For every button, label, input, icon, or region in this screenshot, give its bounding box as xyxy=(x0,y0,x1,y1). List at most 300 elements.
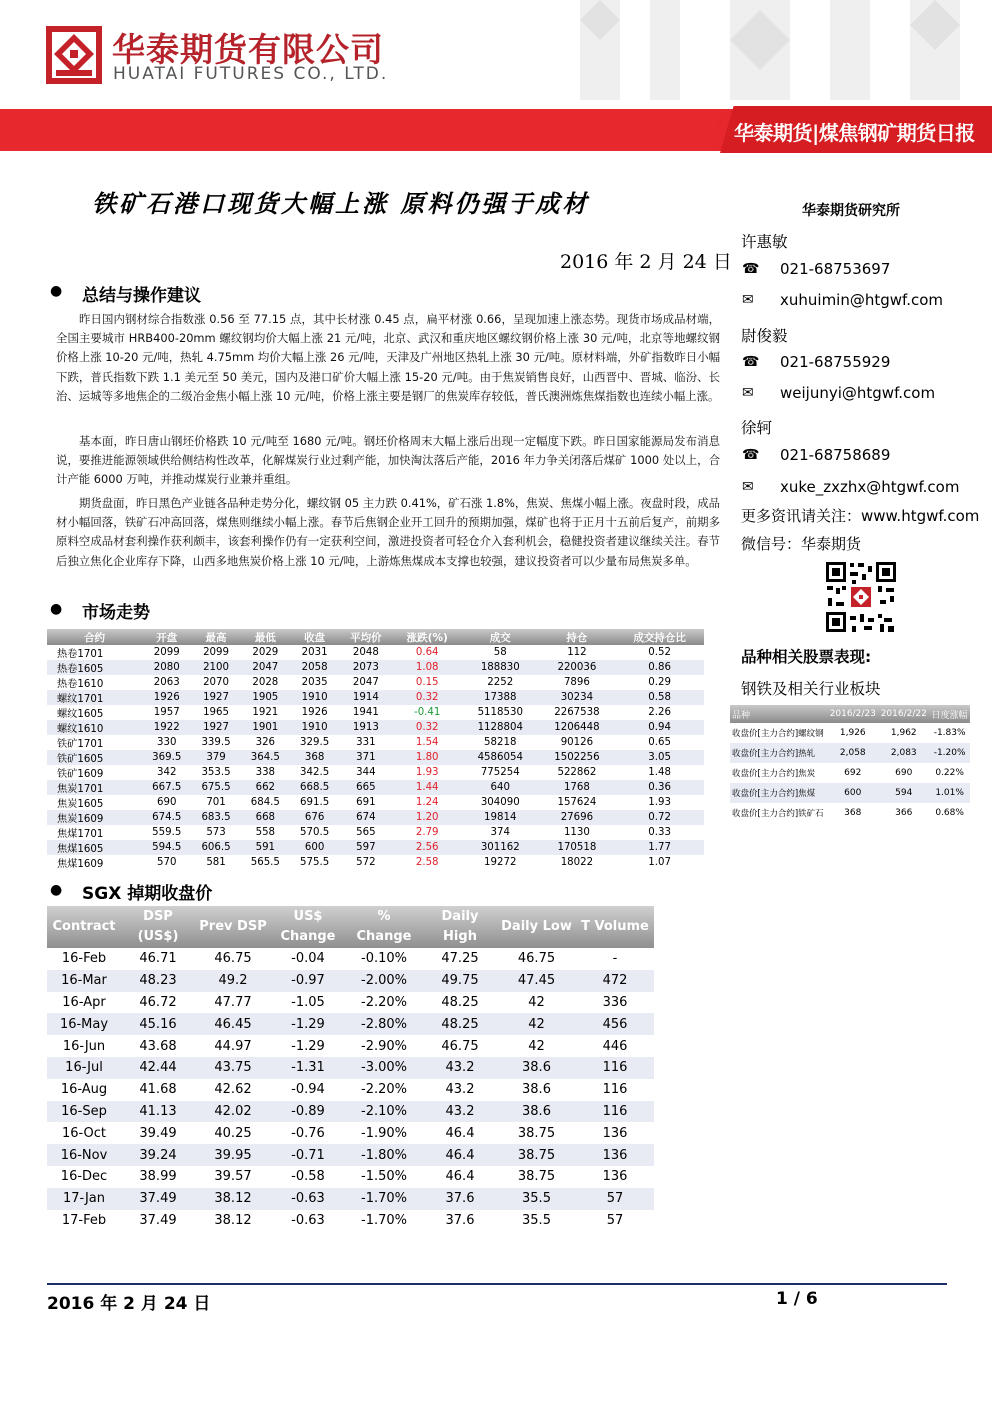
table-cell: 16-Dec xyxy=(60,1169,108,1185)
table-cell: 3.05 xyxy=(615,750,704,765)
table-cell: 366 xyxy=(895,808,913,818)
table-cell: 1.77 xyxy=(615,840,704,855)
table-cell: 35.5 xyxy=(522,1212,551,1228)
column-header: 开盘 xyxy=(142,629,191,645)
table-row xyxy=(730,723,970,743)
table-cell: 1,962 xyxy=(890,728,917,738)
table-cell: 42 xyxy=(528,994,545,1010)
email-icon: ✉ xyxy=(742,385,754,401)
table-cell: 16-Jun xyxy=(62,1038,106,1054)
more-info-link[interactable]: 更多资讯请关注：www.htgwf.com xyxy=(741,507,980,525)
table-cell: 收盘价[主力合约]热轧 xyxy=(730,743,827,763)
column-header: 平均价 xyxy=(339,629,392,645)
table-cell: 37.6 xyxy=(423,1188,497,1210)
table-cell: 41.13 xyxy=(121,1101,195,1123)
table-cell: 37.6 xyxy=(445,1212,475,1228)
section-heading-summary: 总结与操作建议 xyxy=(82,286,201,306)
market-table xyxy=(47,629,704,870)
table-cell: 667.5 xyxy=(142,780,191,795)
table-cell: -0.04 xyxy=(291,951,325,967)
table-cell: 2,058 xyxy=(827,743,878,763)
table-cell: 1927 xyxy=(191,690,240,705)
table-cell: 17-Jan xyxy=(47,1188,121,1210)
table-row xyxy=(47,840,704,855)
table-cell: 57 xyxy=(576,1188,654,1210)
page-number: 1 / 6 xyxy=(776,1289,818,1309)
table-cell: 0.29 xyxy=(648,677,671,688)
table-cell: 0.32 xyxy=(392,690,461,705)
table-cell: -2.20% xyxy=(361,1082,407,1098)
email-icon: ✉ xyxy=(742,479,754,495)
table-cell: 铁矿1701 xyxy=(57,739,104,750)
table-row xyxy=(47,690,704,705)
table-cell: 17-Feb xyxy=(61,1212,107,1228)
analyst-name: 许惠敏 xyxy=(741,233,788,251)
table-cell: 597 xyxy=(339,840,392,855)
table-cell: 焦炭1701 xyxy=(47,780,142,795)
table-cell: 43.2 xyxy=(423,1057,497,1079)
table-cell: 37.49 xyxy=(121,1188,195,1210)
column-header: 持仓 xyxy=(539,629,616,645)
table-cell: 46.75 xyxy=(214,951,252,967)
summary-paragraph: 基本面，昨日唐山钢坯价格跌 10 元/吨至 1680 元/吨。钢坯价格周末大幅上涨后出现一定幅度下跌。昨日国家能源局发布消息说，要推进能源领域供给侧结构性改革，化解煤炭行业过剩产能，加快淘汰落后产能，2016 年力争关闭落后煤矿 1000 处以上，合计产能 6000 万吨，并推动煤炭行业兼并重组。 xyxy=(56,434,720,487)
table-cell: 116 xyxy=(576,1101,654,1123)
table-cell: 46.45 xyxy=(195,1013,271,1035)
table-cell: 16-Aug xyxy=(60,1082,108,1098)
table-cell: -1.70% xyxy=(361,1212,407,1228)
table-row xyxy=(47,1035,654,1057)
table-cell: 螺纹1610 xyxy=(47,720,142,735)
table-cell: -1.29 xyxy=(271,1013,345,1035)
column-header: Prev DSP xyxy=(195,906,271,948)
table-cell: -2.10% xyxy=(345,1101,423,1123)
table-cell: 344 xyxy=(356,767,376,778)
table-cell: 330 xyxy=(157,737,177,748)
table-cell: 1926 xyxy=(301,707,328,718)
bullet-icon: ● xyxy=(50,882,63,898)
table-row xyxy=(730,763,970,783)
table-cell: 收盘价[主力合约]螺纹钢 xyxy=(732,729,824,739)
table-cell: 1.20 xyxy=(392,810,461,825)
table-cell: 58 xyxy=(493,647,507,658)
table-cell: 2028 xyxy=(252,677,279,688)
table-row xyxy=(47,855,704,870)
table-cell: -0.71 xyxy=(271,1144,345,1166)
table-cell: 17388 xyxy=(462,690,539,705)
table-cell: 1901 xyxy=(241,720,290,735)
table-cell: 46.71 xyxy=(139,951,177,967)
table-cell: 116 xyxy=(576,1057,654,1079)
table-row xyxy=(47,675,704,690)
table-cell: 46.72 xyxy=(139,994,177,1010)
table-row xyxy=(47,948,654,970)
table-cell: 575.5 xyxy=(300,857,330,868)
table-cell: 42 xyxy=(497,1013,576,1035)
table-row xyxy=(47,1079,654,1101)
table-cell: 1206448 xyxy=(539,720,616,735)
table-cell: 674.5 xyxy=(142,810,191,825)
table-cell: 0.86 xyxy=(615,660,704,675)
table-cell: 691.5 xyxy=(300,797,330,808)
table-cell: 1.93 xyxy=(415,767,439,778)
table-cell: 157624 xyxy=(557,797,597,808)
table-cell: 58218 xyxy=(484,737,517,748)
table-header-row xyxy=(47,906,654,948)
table-cell: 4586054 xyxy=(462,750,539,765)
table-cell: 640 xyxy=(462,780,539,795)
table-cell: 0.52 xyxy=(648,647,671,658)
table-row xyxy=(47,660,704,675)
table-cell: 331 xyxy=(356,737,376,748)
table-row xyxy=(730,803,970,823)
table-cell: 42.44 xyxy=(121,1057,195,1079)
table-cell: 338 xyxy=(255,767,276,778)
sgx-table xyxy=(47,906,654,1231)
phone-icon: ☎ xyxy=(742,447,760,463)
table-cell: 1.93 xyxy=(648,797,671,808)
table-cell: 2047 xyxy=(352,677,379,688)
table-cell: 301162 xyxy=(462,840,539,855)
table-cell: 19814 xyxy=(462,810,539,825)
table-cell: -0.76 xyxy=(291,1125,325,1141)
table-cell: 594.5 xyxy=(142,840,191,855)
table-cell: 374 xyxy=(490,827,510,838)
table-cell: 收盘价[主力合约]焦煤 xyxy=(730,783,827,803)
table-cell: 47.77 xyxy=(214,994,252,1010)
table-cell: 43.75 xyxy=(195,1057,271,1079)
table-cell: 573 xyxy=(206,827,226,838)
table-row xyxy=(47,810,704,825)
table-cell: 0.33 xyxy=(648,827,671,838)
table-cell: 48.23 xyxy=(121,970,195,992)
table-cell: 2099 xyxy=(153,647,180,658)
qr-code-icon xyxy=(824,560,898,634)
table-cell: 446 xyxy=(602,1038,628,1054)
table-cell: 2.58 xyxy=(415,857,439,868)
table-cell: 371 xyxy=(339,750,392,765)
table-cell: 692 xyxy=(844,768,862,778)
table-cell: 39.24 xyxy=(121,1144,195,1166)
table-cell: 47.45 xyxy=(497,970,576,992)
table-cell: 112 xyxy=(567,647,587,658)
column-header: % Change xyxy=(345,906,423,948)
table-row xyxy=(730,743,970,763)
table-cell: -0.89 xyxy=(271,1101,345,1123)
table-cell: -0.41 xyxy=(414,707,441,718)
column-header: 2016/2/23 xyxy=(827,705,878,723)
table-cell: 0.68% xyxy=(935,808,964,818)
table-cell: 1957 xyxy=(153,707,180,718)
table-cell: 收盘价[主力合约]焦炭 xyxy=(732,769,816,779)
table-cell: 188830 xyxy=(462,660,539,675)
table-cell: 48.25 xyxy=(441,994,479,1010)
table-row xyxy=(47,1013,654,1035)
table-row xyxy=(730,783,970,803)
table-cell: 2100 xyxy=(191,660,240,675)
table-cell: 0.15 xyxy=(415,677,439,688)
table-cell: 170518 xyxy=(539,840,616,855)
table-row xyxy=(47,705,704,720)
table-row xyxy=(47,720,704,735)
table-cell: 572 xyxy=(356,857,376,868)
sector-heading: 钢铁及相关行业板块 xyxy=(741,680,881,698)
table-cell: -1.90% xyxy=(361,1125,407,1141)
table-row xyxy=(47,1144,654,1166)
table-cell: 1.44 xyxy=(392,780,461,795)
table-cell: 369.5 xyxy=(142,750,191,765)
table-cell: 606.5 xyxy=(191,840,240,855)
header-decoration xyxy=(560,0,992,100)
column-header: 日度涨幅 xyxy=(929,705,970,723)
column-header: T Volume xyxy=(576,906,654,948)
bullet-icon: ● xyxy=(50,601,63,617)
table-cell: 136 xyxy=(576,1144,654,1166)
table-cell: 1.80 xyxy=(392,750,461,765)
section-heading-sgx: SGX 掉期收盘价 xyxy=(82,884,213,904)
table-cell: 19272 xyxy=(484,857,517,868)
table-cell: 2.26 xyxy=(648,707,671,718)
table-cell: 1,926 xyxy=(839,728,866,738)
table-cell: 1.54 xyxy=(415,737,439,748)
table-cell: 1910 xyxy=(290,690,339,705)
table-cell: 522862 xyxy=(557,767,597,778)
table-cell: 2058 xyxy=(290,660,339,675)
table-cell: 558 xyxy=(255,827,276,838)
table-cell: 2.79 xyxy=(415,827,439,838)
table-row xyxy=(47,1166,654,1188)
table-cell: 2029 xyxy=(252,647,279,658)
table-cell: 1905 xyxy=(241,690,290,705)
table-cell: -3.00% xyxy=(345,1057,423,1079)
table-header-row xyxy=(47,629,704,645)
table-cell: 690 xyxy=(895,768,913,778)
table-cell: 368 xyxy=(844,808,862,818)
table-cell: 38.12 xyxy=(195,1188,271,1210)
table-cell: 342.5 xyxy=(300,767,330,778)
table-cell: 38.12 xyxy=(214,1212,252,1228)
table-row xyxy=(47,645,704,660)
column-header: Contract xyxy=(47,906,121,948)
table-cell: 1768 xyxy=(539,780,616,795)
table-cell: 44.97 xyxy=(214,1038,252,1054)
table-cell: -1.50% xyxy=(361,1169,407,1185)
table-cell: 0.32 xyxy=(392,720,461,735)
table-cell: 49.75 xyxy=(423,970,497,992)
table-cell: 焦煤1609 xyxy=(57,859,104,870)
column-header: 合约 xyxy=(47,629,142,645)
table-cell: 668.5 xyxy=(290,780,339,795)
column-header: 收盘 xyxy=(290,629,339,645)
table-row xyxy=(47,795,704,810)
table-cell: 42 xyxy=(528,1038,545,1054)
table-cell: 46.75 xyxy=(517,951,556,967)
analyst-name: 尉俊毅 xyxy=(741,327,788,345)
table-cell: 2070 xyxy=(203,677,230,688)
table-cell: 16-Sep xyxy=(47,1101,121,1123)
analyst-email[interactable]: xuhuimin@htgwf.com xyxy=(780,291,944,309)
table-cell: 1.08 xyxy=(392,660,461,675)
table-cell: 42.02 xyxy=(195,1101,271,1123)
table-cell: 0.22% xyxy=(935,768,964,778)
table-cell: 674 xyxy=(339,810,392,825)
table-cell: 570 xyxy=(157,857,177,868)
table-cell: - xyxy=(612,951,618,967)
table-cell: 57 xyxy=(606,1212,624,1228)
table-cell: 16-Nov xyxy=(47,1144,121,1166)
table-cell: 668 xyxy=(241,810,290,825)
analyst-phone: 021-68755929 xyxy=(780,353,891,371)
table-cell: 39.49 xyxy=(139,1125,177,1141)
table-cell: 136 xyxy=(602,1169,628,1185)
table-cell: 48.25 xyxy=(423,1013,497,1035)
table-cell: 0.58 xyxy=(615,690,704,705)
table-cell: 775254 xyxy=(480,767,520,778)
table-cell: 1.01% xyxy=(929,783,970,803)
phone-icon: ☎ xyxy=(742,354,760,370)
table-cell: 342 xyxy=(157,767,177,778)
table-cell: 2035 xyxy=(301,677,328,688)
table-cell: 38.99 xyxy=(139,1169,177,1185)
table-cell: 2080 xyxy=(142,660,191,675)
table-cell: 581 xyxy=(206,857,226,868)
table-cell: 43.2 xyxy=(423,1101,497,1123)
column-header: 2016/2/22 xyxy=(878,705,929,723)
table-cell: -2.90% xyxy=(361,1038,407,1054)
table-row xyxy=(47,992,654,1014)
table-row xyxy=(47,1210,654,1232)
report-type: 华泰期货|煤焦钢矿期货日报 xyxy=(734,121,975,145)
analyst-email[interactable]: weijunyi@htgwf.com xyxy=(780,384,936,402)
table-cell: 收盘价[主力合约]铁矿石 xyxy=(732,809,824,819)
table-cell: 565 xyxy=(356,827,376,838)
footer-divider xyxy=(47,1283,947,1285)
summary-paragraph: 昨日国内钢材综合指数涨 0.56 至 77.15 点，其中长材涨 0.45 点，扁平材涨 0.66，呈现加速上涨态势。现货市场成品材端，全国主要城市 HRB400-20mm 螺纹钢均价大幅上涨 21 元/吨，北京、武汉和重庆地区螺纹钢价格上涨 30 元/吨，北京等地螺纹钢价格上涨 10-20 元/吨，热轧 4.75mm 均价大幅上涨 26 元/吨，天津及广州地区热轧上涨 30 元/吨。原材料端，外矿指数昨日小幅下跌，普氏指数下跌 1.1 美元至 50 美元，国内及港口矿价大幅上涨 15-20 元/吨。由于焦炭销售良好，山西晋中、晋城、临汾、长治、运城等多地焦企的二级冶金焦小幅上涨 10 元/吨，价格上涨主要是钢厂的焦炭库存较低，普氏澳洲炼焦煤指数也连续小幅上涨。 xyxy=(56,312,720,403)
table-cell: 665 xyxy=(339,780,392,795)
table-cell: 46.75 xyxy=(441,1038,479,1054)
table-cell: 368 xyxy=(290,750,339,765)
table-cell: 焦煤1605 xyxy=(47,840,142,855)
table-cell: 1.24 xyxy=(415,797,439,808)
table-cell: 1.07 xyxy=(648,857,671,868)
table-cell: 27696 xyxy=(539,810,616,825)
table-cell: 2267538 xyxy=(554,707,600,718)
column-header: Daily High xyxy=(423,906,497,948)
table-cell: 铁矿1605 xyxy=(47,750,142,765)
table-cell: 1927 xyxy=(191,720,240,735)
table-cell: 570.5 xyxy=(300,827,330,838)
table-cell: 46.4 xyxy=(445,1169,475,1185)
table-cell: 675.5 xyxy=(191,780,240,795)
table-cell: 1941 xyxy=(352,707,379,718)
table-cell: 铁矿1609 xyxy=(57,769,104,780)
table-cell: 2099 xyxy=(203,647,230,658)
table-cell: -1.80% xyxy=(345,1144,423,1166)
table-row xyxy=(47,765,704,780)
table-cell: 49.2 xyxy=(195,970,271,992)
table-cell: 329.5 xyxy=(300,737,330,748)
table-row xyxy=(47,970,654,992)
table-cell: -0.10% xyxy=(361,951,407,967)
table-cell: -0.63 xyxy=(291,1212,325,1228)
footer-date: 2016 年 2 月 24 日 xyxy=(47,1294,211,1314)
table-cell: 40.25 xyxy=(214,1125,252,1141)
table-row xyxy=(47,1188,654,1210)
table-cell: 38.75 xyxy=(497,1144,576,1166)
table-cell: 662 xyxy=(241,780,290,795)
table-cell: 16-Oct xyxy=(61,1125,107,1141)
table-cell: 472 xyxy=(576,970,654,992)
table-cell: 2252 xyxy=(487,677,514,688)
table-cell: 热卷1610 xyxy=(57,679,104,690)
table-cell: 38.6 xyxy=(522,1082,551,1098)
table-header-row xyxy=(730,705,970,723)
column-header: 成交持仓比 xyxy=(615,629,704,645)
table-cell: 600 xyxy=(290,840,339,855)
table-cell: 0.65 xyxy=(648,737,671,748)
wechat-id: 微信号：华泰期货 xyxy=(741,535,862,553)
analyst-phone: 021-68753697 xyxy=(780,260,891,278)
table-cell: 38.6 xyxy=(497,1101,576,1123)
table-row xyxy=(47,1057,654,1079)
table-cell: 1913 xyxy=(339,720,392,735)
table-row xyxy=(47,1101,654,1123)
table-cell: 2048 xyxy=(352,647,379,658)
report-date: 2016 年 2 月 24 日 xyxy=(560,251,732,273)
table-cell: -1.31 xyxy=(271,1057,345,1079)
column-header: 成交 xyxy=(462,629,539,645)
table-cell: 42.62 xyxy=(214,1082,252,1098)
table-cell: 焦煤1701 xyxy=(57,829,104,840)
table-cell: 47.25 xyxy=(441,951,479,967)
table-cell: 591 xyxy=(241,840,290,855)
table-cell: 2031 xyxy=(301,647,328,658)
table-cell: 136 xyxy=(602,1125,628,1141)
column-header: 涨跌(%) xyxy=(392,629,461,645)
table-cell: 38.6 xyxy=(497,1057,576,1079)
table-row xyxy=(47,1122,654,1144)
table-cell: 41.68 xyxy=(139,1082,177,1098)
table-cell: 676 xyxy=(290,810,339,825)
table-cell: -1.05 xyxy=(291,994,325,1010)
table-cell: -2.20% xyxy=(361,994,407,1010)
table-cell: 600 xyxy=(827,783,878,803)
table-cell: 46.4 xyxy=(423,1144,497,1166)
table-cell: 焦炭1605 xyxy=(57,799,104,810)
table-cell: 116 xyxy=(602,1082,628,1098)
company-name-cn: 华泰期货有限公司 xyxy=(112,30,384,69)
table-row xyxy=(47,825,704,840)
phone-icon: ☎ xyxy=(742,261,760,277)
table-cell: 339.5 xyxy=(201,737,231,748)
table-cell: 45.16 xyxy=(121,1013,195,1035)
table-cell: 1910 xyxy=(290,720,339,735)
table-row xyxy=(47,750,704,765)
bullet-icon: ● xyxy=(50,283,63,299)
stock-performance-heading: 品种相关股票表现: xyxy=(741,648,872,666)
table-cell: 43.2 xyxy=(445,1082,475,1098)
table-cell: 691 xyxy=(356,797,376,808)
table-cell: -1.83% xyxy=(933,728,966,738)
table-cell: 379 xyxy=(191,750,240,765)
table-cell: 16-May xyxy=(47,1013,121,1035)
section-heading-market: 市场走势 xyxy=(82,603,150,623)
analyst-email[interactable]: xuke_zxzhx@htgwf.com xyxy=(780,478,960,496)
column-header: Daily Low xyxy=(497,906,576,948)
table-cell: 37.49 xyxy=(139,1212,177,1228)
table-cell: -1.70% xyxy=(345,1188,423,1210)
table-cell: 559.5 xyxy=(152,827,182,838)
table-cell: 16-Apr xyxy=(62,994,106,1010)
